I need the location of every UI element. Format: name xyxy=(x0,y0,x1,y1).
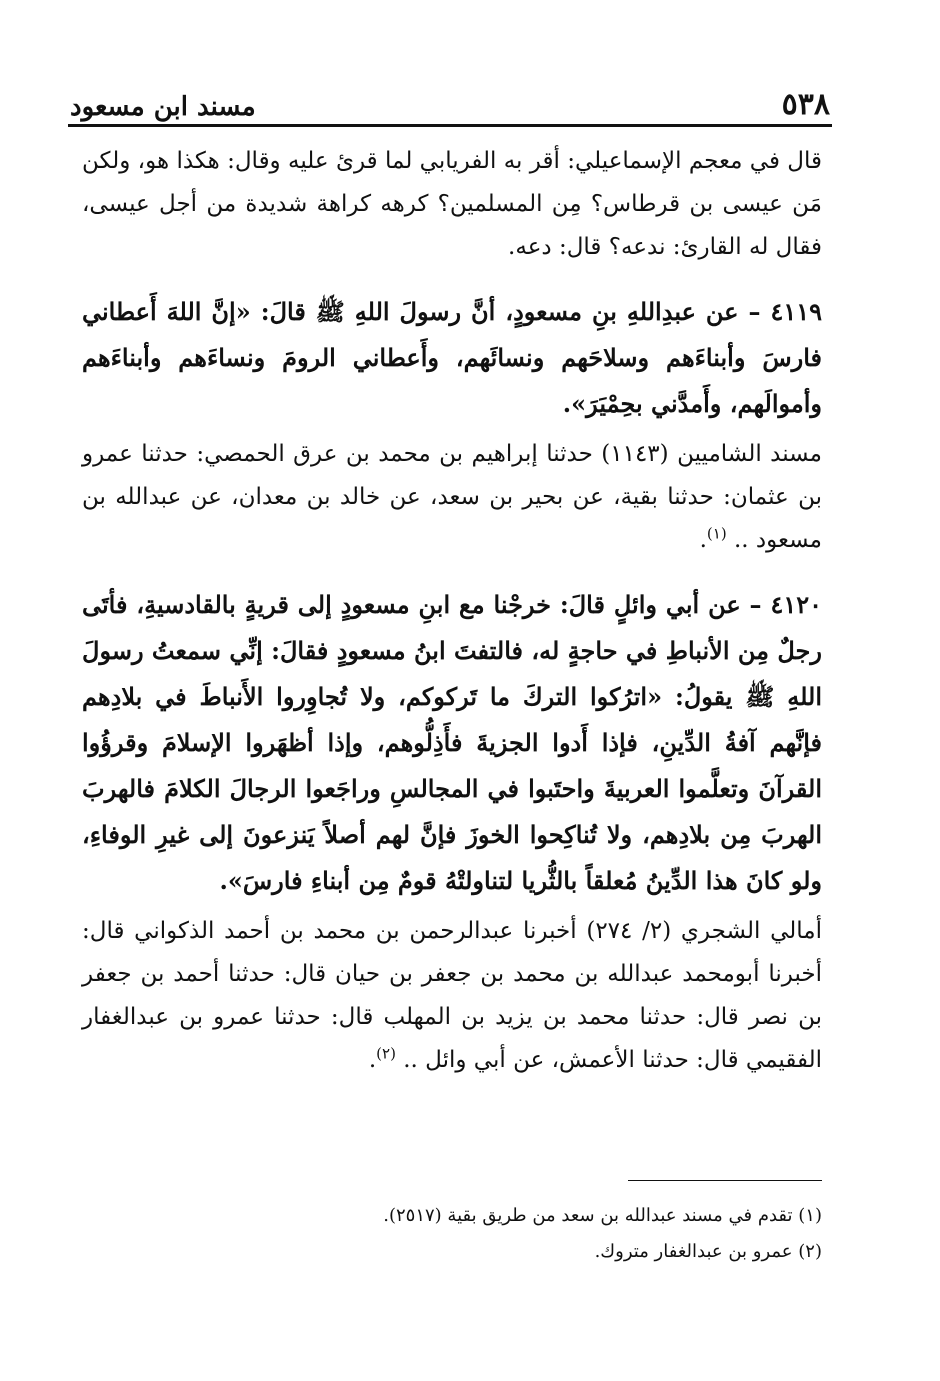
source-4120: أمالي الشجري (٢/ ٢٧٤) أخبرنا عبدالرحمن بن محمد بن أحمد الذكواني قال: أخبرنا أبومحمد عبدالله بن محمد بن جعفر بن حيان قال: حدثنا أحمد بن جعفر بن نصر قال: حدثنا محمد بن يزيد بن المهلب قال: حدثنا عمرو بن عبدالغفار الفقيمي قال: حدثنا الأعمش، عن أبي وائل .. $^{(٢)}$. xyxy=(82,918,823,1073)
footnote-ref-2: (٢) xyxy=(376,1044,396,1063)
hadith-text: – عن عبدِاللهِ بنِ مسعودٍ، أنَّ رسولَ اللهِ ﷺ قالَ: «إنَّ اللهَ أَعطاني فارسَ وأبناءَهم وسلاحَهم ونسائَهم، وأَعطاني الرومَ ونساءَهم وأبناءَهم وأموالَهم، وأَمدَّني بحِمْيَرَ». xyxy=(82,297,822,418)
header-divider xyxy=(68,124,832,127)
source-text: مسند الشاميين (١١٤٣) حدثنا إبراهيم بن محمد بن عرق الحمصي: حدثنا عمرو بن عثمان: حدثنا بقية، عن بحير بن سعد، عن خالد بن معدان، عن عبدالله بن مسعود .. xyxy=(82,441,822,553)
hadith-number: ٤١١٩ xyxy=(770,297,823,326)
page-header xyxy=(70,82,830,122)
page-number: ٥٣٨ xyxy=(781,87,830,122)
footnotes xyxy=(82,1198,822,1270)
main-text xyxy=(82,140,822,1082)
hadith-4120 xyxy=(82,582,822,904)
hadith-4119 xyxy=(82,289,822,427)
hadith-number: ٤١٢٠ xyxy=(770,590,822,619)
footnote-ref-1: (١) xyxy=(706,524,727,543)
running-title: مسند ابن مسعود xyxy=(70,92,256,122)
hadith-intro: – عن أبي وائلٍ قالَ: خرجْنا مع ابنِ مسعودٍ إلى قريةٍ بالقادسيةِ، فأتَى رجلٌ مِن الأنباطِ في حاجةٍ له، فالتفتَ ابنُ مسعودٍ فقالَ: إنِّي سمعتُ رسولَ اللهِ ﷺ يقولُ: xyxy=(82,590,823,711)
footnote-1: (١) تقدم في مسند عبدالله بن سعد من طريق بقية (٢٥١٧). xyxy=(383,1205,822,1226)
source-4119: مسند الشاميين (١١٤٣) حدثنا إبراهيم بن محمد بن عرق الحمصي: حدثنا عمرو بن عثمان: حدثنا بقية، عن بحير بن سعد، عن خالد بن معدان، عن عبدالله بن مسعود .. $^{(١)}$. xyxy=(82,441,822,553)
source-text: أمالي الشجري (٢/ ٢٧٤) أخبرنا عبدالرحمن بن محمد بن أحمد الذكواني قال: أخبرنا أبومحمد عبدالله بن محمد بن جعفر بن حيان قال: حدثنا أحمد بن جعفر بن نصر قال: حدثنا محمد بن يزيد بن المهلب قال: حدثنا عمرو بن عبدالغفار الفقيمي قال: حدثنا الأعمش، عن أبي وائل .. xyxy=(82,918,823,1073)
hadith-quote: «اترُكوا التركَ ما تَركوكم، ولا تُجاوِروا الأَنباطَ في بلادِهم فإنَّهم آفةُ الدِّينِ، فإذا أَدوا الجزيةَ فأَذِلُّوهم، وإذا أظهَروا الإسلامَ وقرؤُوا القرآنَ وتعلَّموا العربيةَ واحتَبوا في المجالسِ وراجَعوا الرجالَ الكلامَ فالهربَ الهربَ مِن بلادِهم، ولا تُناكِحوا الخوزَ فإنَّ لهم أصلاً يَنزعونَ إلى غيرِ الوفاءِ، ولو كانَ هذا الدِّينُ مُعلقاً بالثُّريا لتناولتْهُ قومٌ مِن أبناءِ فارسَ». xyxy=(82,682,822,895)
commentary-paragraph: قال في معجم الإسماعيلي: أقر به الفريابي لما قرئ عليه وقال: هكذا هو، ولكن مَن عيسى بن قرطاس؟ مِن المسلمين؟ كرهه كراهة شديدة من أجل عيسى، فقال له القارئ: ندعه؟ قال: دعه. xyxy=(82,148,822,260)
footnote-divider xyxy=(628,1180,822,1181)
footnote-2: (٢) عمرو بن عبدالغفار متروك. xyxy=(594,1241,822,1262)
